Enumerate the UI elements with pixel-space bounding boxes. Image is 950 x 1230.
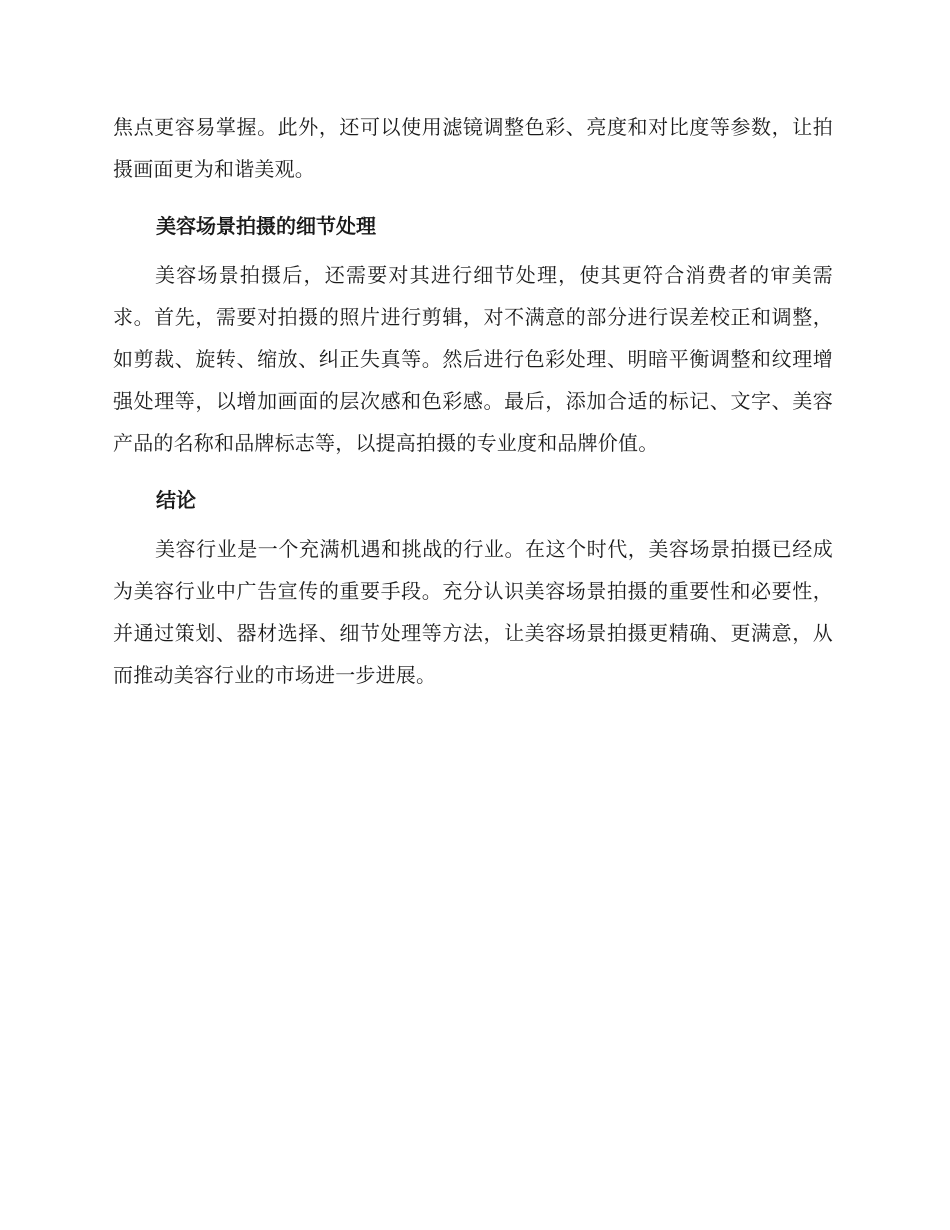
spacer bbox=[113, 190, 833, 198]
intro-paragraph: 焦点更容易掌握。此外，还可以使用滤镜调整色彩、亮度和对比度等参数，让拍摄画面更为和谐美观。 bbox=[113, 115, 833, 181]
section-paragraph-conclusion: 美容行业是一个充满机遇和挑战的行业。在这个时代，美容场景拍摄已经成为美容行业中广告宣传的重要手段。充分认识美容场景拍摄的重要性和必要性，并通过策划、器材选择、细节处理等方法，让美容场景拍摄更精确、更满意，从而推动美容行业的市场进一步进展。 bbox=[113, 537, 833, 687]
document-page bbox=[113, 106, 833, 696]
spacer bbox=[113, 246, 833, 254]
spacer bbox=[113, 520, 833, 528]
section-heading-detail-processing: 美容场景拍摄的细节处理 bbox=[156, 214, 376, 238]
spacer bbox=[113, 464, 833, 472]
section-paragraph-detail-processing: 美容场景拍摄后，还需要对其进行细节处理，使其更符合消费者的审美需求。首先，需要对拍摄的照片进行剪辑，对不满意的部分进行误差校正和调整，如剪裁、旋转、缩放、纠正失真等。然后进行色彩处理、明暗平衡调整和纹理增强处理等，以增加画面的层次感和色彩感。最后，添加合适的标记、文字、美容产品的名称和品牌标志等，以提高拍摄的专业度和品牌价值。 bbox=[113, 263, 833, 455]
section-heading-conclusion: 结论 bbox=[156, 488, 196, 512]
